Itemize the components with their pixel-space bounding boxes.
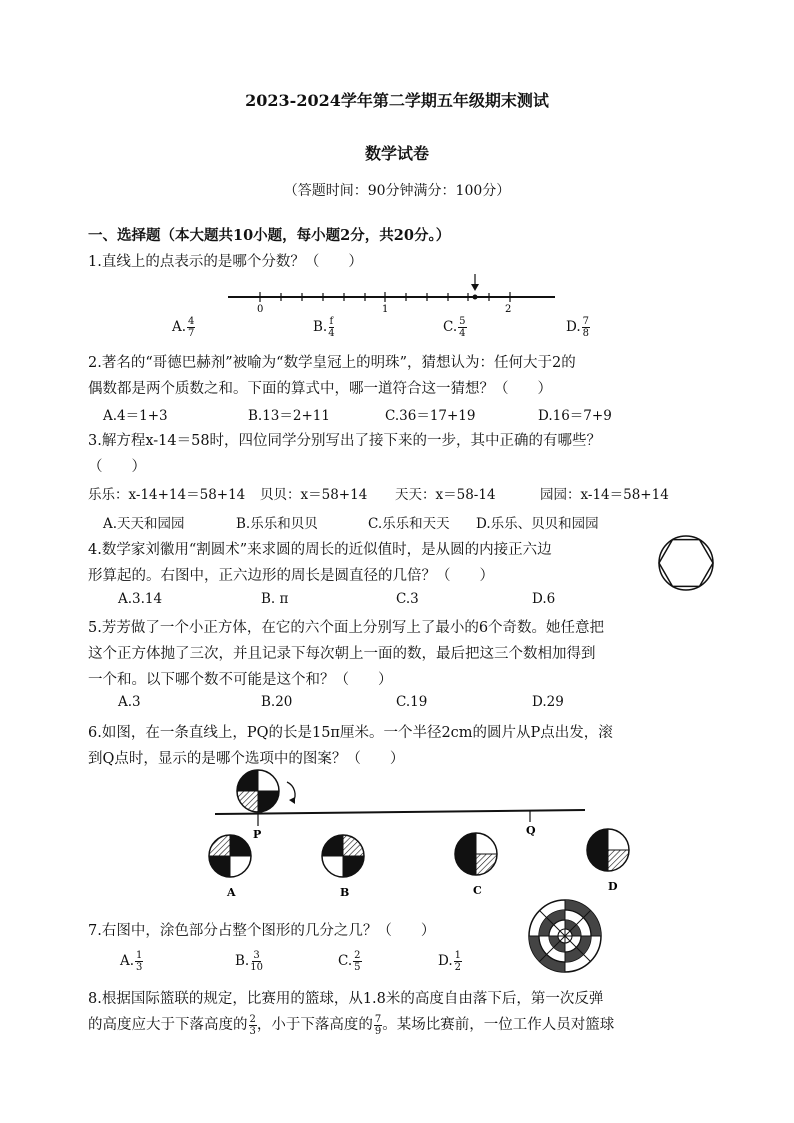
q6-line2: 到Q点时，显示的是哪个选项中的图案？（ ）: [88, 751, 405, 767]
q3-option-d: D.乐乐、贝贝和园园: [476, 516, 599, 532]
q3-line1: 3.解方程x-14＝58时，四位同学分别写出了接下来的一步，其中正确的有哪些？: [88, 433, 602, 449]
q6-line1: 6.如图，在一条直线上，PQ的长是15π厘米。一个半径2cm的圆片从P点出发，滚: [88, 725, 613, 741]
option-b-label: B: [340, 886, 350, 899]
q3-option-b: B.乐乐和贝贝: [236, 516, 318, 532]
option-a-label: A: [227, 886, 236, 899]
paper-subtitle: 数学试卷: [364, 144, 429, 163]
section-heading: 一、选择题（本大题共10小题，每小题2分，共20分。）: [88, 227, 451, 244]
number-line-figure: [220, 270, 560, 320]
q2-line2: 偶数都是两个质数之和。下面的算式中，哪一道符合这一猜想？（ ）: [88, 381, 552, 397]
q1-option-c: C. $\frac{5}{4}$: [443, 316, 466, 339]
q2-option-b: B.13＝2+11: [248, 408, 330, 424]
q1-option-a: A. $\frac{4}{7}$: [172, 316, 195, 339]
q3-answer-tiantian: 天天：x＝58-14: [395, 487, 496, 503]
q5-option-d: D.29: [532, 694, 564, 710]
q7-option-d: D. $\frac{1}{2}$: [438, 950, 462, 973]
q3-answer-yuanyuan: 园园：x-14＝58+14: [540, 487, 669, 503]
q5-option-a: A.3: [118, 694, 141, 710]
q1-text: 1.直线上的点表示的是哪个分数？（ ）: [88, 254, 363, 270]
q3-answer-lele: 乐乐：x-14+14＝58+14: [88, 487, 246, 503]
disc-option-b: [322, 835, 364, 877]
q1-option-b: B. $\frac{f}{4}$: [313, 316, 335, 339]
concentric-rings-figure: [525, 896, 605, 976]
point-q-label: Q: [526, 824, 536, 837]
tick-label-2: 2: [505, 304, 512, 315]
exam-title: 2023-2024学年第二学期五年级期末测试: [245, 91, 549, 110]
q3-answer-beibei: 贝贝：x＝58+14: [260, 487, 368, 503]
q7-option-c: C. $\frac{2}{5}$: [338, 950, 361, 973]
hexagon-circle-figure: [656, 533, 716, 593]
rolling-disc-figure: [195, 766, 645, 906]
q4-line1: 4.数学家刘徽用“割圆术”来求圆的周长的近似值时，是从圆的内接正六边: [88, 542, 552, 558]
q3-option-c: C.乐乐和天天: [368, 516, 450, 532]
point-p-label: P: [253, 828, 262, 841]
q4-option-d: D.6: [532, 591, 556, 607]
point-marker: [473, 295, 478, 300]
q5-option-b: B.20: [261, 694, 293, 710]
option-d-label: D: [608, 880, 618, 893]
q7-option-a: A. $\frac{1}{3}$: [120, 950, 143, 973]
time-info: （答题时间：90分钟满分：100分）: [283, 183, 511, 199]
q2-option-c: C.36＝17+19: [385, 408, 476, 424]
q2-option-a: A.4＝1+3: [103, 408, 168, 424]
disc-option-a: [209, 835, 251, 877]
q8-line1: 8.根据国际篮联的规定，比赛用的篮球，从1.8米的高度自由落下后，第一次反弹: [88, 991, 604, 1007]
q4-option-a: A.3.14: [118, 591, 163, 607]
q5-line2: 这个正方体抛了三次，并且记录下每次朝上一面的数，最后把这三个数相加得到: [88, 646, 596, 662]
tick-label-0: 0: [257, 304, 264, 315]
q7-option-b: B. $\frac{3}{10}$: [235, 950, 263, 973]
tick-label-1: 1: [382, 304, 389, 315]
q5-line3: 一个和。以下哪个数不可能是这个和？（ ）: [88, 672, 393, 688]
disc-option-c: [455, 833, 497, 875]
q4-option-c: C.3: [396, 591, 419, 607]
q3-line2: （ ）: [88, 459, 146, 475]
q5-option-c: C.19: [396, 694, 428, 710]
q1-option-d: D. $\frac{7}{8}$: [566, 316, 590, 339]
q8-line2: 的高度应大于下落高度的 $\frac{2}{3}$ ，小于下落高度的 $\frac{7}{9}$ 。某场比赛前，一位工作人员对篮球: [88, 1013, 615, 1037]
q4-line2: 形算起的。右图中，正六边形的周长是圆直径的几倍？（ ）: [88, 568, 494, 584]
q4-option-b: B. π: [261, 591, 289, 607]
q7-text: 7.右图中，涂色部分占整个图形的几分之几？（ ）: [88, 923, 436, 939]
q3-option-a: A.天天和园园: [103, 516, 185, 532]
q2-option-d: D.16＝7+9: [538, 408, 612, 424]
start-disc: [237, 770, 279, 812]
disc-option-d: [587, 829, 629, 871]
q5-line1: 5.芳芳做了一个小正方体，在它的六个面上分别写上了最小的6个奇数。她任意把: [88, 620, 605, 636]
q2-line1: 2.著名的“哥德巴赫剂”被喻为“数学皇冠上的明珠”，猜想认为：任何大于2的: [88, 355, 576, 371]
option-c-label: C: [473, 884, 482, 897]
